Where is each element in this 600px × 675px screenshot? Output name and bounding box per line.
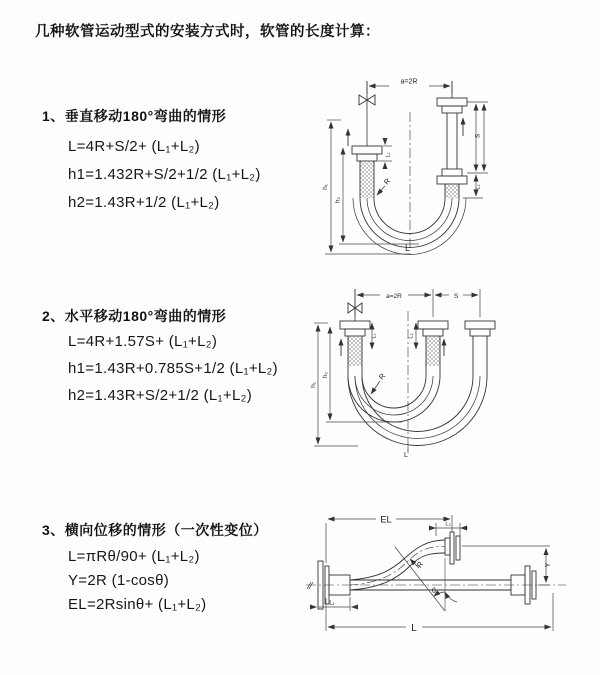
angle-construction [395, 547, 457, 611]
right-lower-flange [437, 169, 467, 184]
hose-u-bend-original [348, 376, 440, 422]
dimension-l [326, 593, 553, 631]
right-top-flange [437, 98, 467, 113]
hose-braid-left [360, 161, 374, 198]
section-1-heading: 1、垂直移动180°弯曲的情形 [42, 108, 227, 124]
section-3-formula-el: EL=2Rsinθ+ (L₁+L₂) [68, 596, 207, 613]
middle-flange [418, 321, 448, 336]
dim-label-a2r: a=2R [400, 78, 418, 86]
page-title: 几种软管运动型式的安装方式时，软管的长度计算： [35, 24, 380, 40]
radius-leader [371, 381, 380, 394]
dim-label-h2: h₂ [322, 371, 329, 379]
dim-label-l: L [411, 623, 417, 634]
hose-braid-left [348, 336, 362, 366]
diagram-vertical-180-bend [313, 70, 528, 262]
dimension-y [462, 546, 550, 585]
dimension-a-2r [355, 289, 480, 317]
dim-label-l2: L₂ [408, 333, 415, 339]
angle-label: θ [432, 588, 436, 595]
pipe-break-symbol [307, 582, 313, 589]
dim-label-l1: L₁ [385, 152, 392, 158]
dim-label-s: S [453, 293, 459, 300]
radius-label: R [376, 371, 388, 382]
length-label: L [404, 452, 408, 459]
section-1-formula-l: L=4R+S/2+ (L₁+L₂) [68, 138, 200, 155]
hose-s-curve [350, 540, 445, 590]
diagram-lateral-displacement [298, 503, 573, 648]
radius-label: R [381, 176, 393, 187]
dim-label-l1: L₁ [329, 600, 335, 607]
upper-right-flange [445, 532, 460, 564]
dim-label-l2: L₂ [475, 184, 482, 190]
dim-label-l1: L₁ [371, 333, 378, 339]
section-2-formula-l: L=4R+1.57S+ (L₁+L₂) [68, 333, 218, 350]
right-flange [465, 321, 495, 336]
radius-leader [377, 186, 385, 195]
section-1-formula-h1: h1=1.432R+S/2+1/2 (L₁+L₂) [68, 166, 261, 183]
dim-label-h2: h₂ [334, 196, 342, 204]
dim-label-h1: h₁ [322, 184, 329, 190]
dim-label-el: EL [380, 514, 392, 526]
section-2-formula-h2: h2=1.43R+S/2+1/2 (L₁+L₂) [68, 387, 253, 404]
section-1-formula-h2: h2=1.43R+1/2 (L₁+L₂) [68, 194, 220, 211]
radius-label: R [414, 559, 426, 570]
section-3-heading: 3、横向位移的情形（一次性变位） [42, 522, 268, 538]
hose-braid-right [445, 184, 459, 198]
length-label: L [405, 243, 411, 253]
dim-label-h1: h₁ [310, 382, 317, 388]
section-3-formula-l: L=πRθ/90+ (L₁+L₂) [68, 548, 200, 565]
right-pipe [447, 113, 457, 169]
hose-right-wall [473, 336, 487, 376]
dim-label-y: Y [545, 562, 552, 568]
hose-braid-middle [426, 336, 440, 366]
dim-label-s: S [474, 133, 482, 139]
dim-label-a2r: a=2R [386, 293, 402, 300]
dimension-h2 [339, 148, 419, 244]
section-2-formula-h1: h1=1.43R+0.785S+1/2 (L₁+L₂) [68, 360, 278, 377]
diagram-horizontal-180-bend [306, 281, 546, 461]
left-flange [352, 146, 382, 161]
dim-label-l2: L₂ [445, 521, 451, 528]
hose-u-bend-displaced [348, 376, 487, 446]
section-3-formula-y: Y=2R (1-cosθ) [68, 572, 170, 589]
section-2-heading: 2、水平移动180°弯曲的情形 [42, 308, 227, 324]
left-flange [340, 321, 370, 336]
